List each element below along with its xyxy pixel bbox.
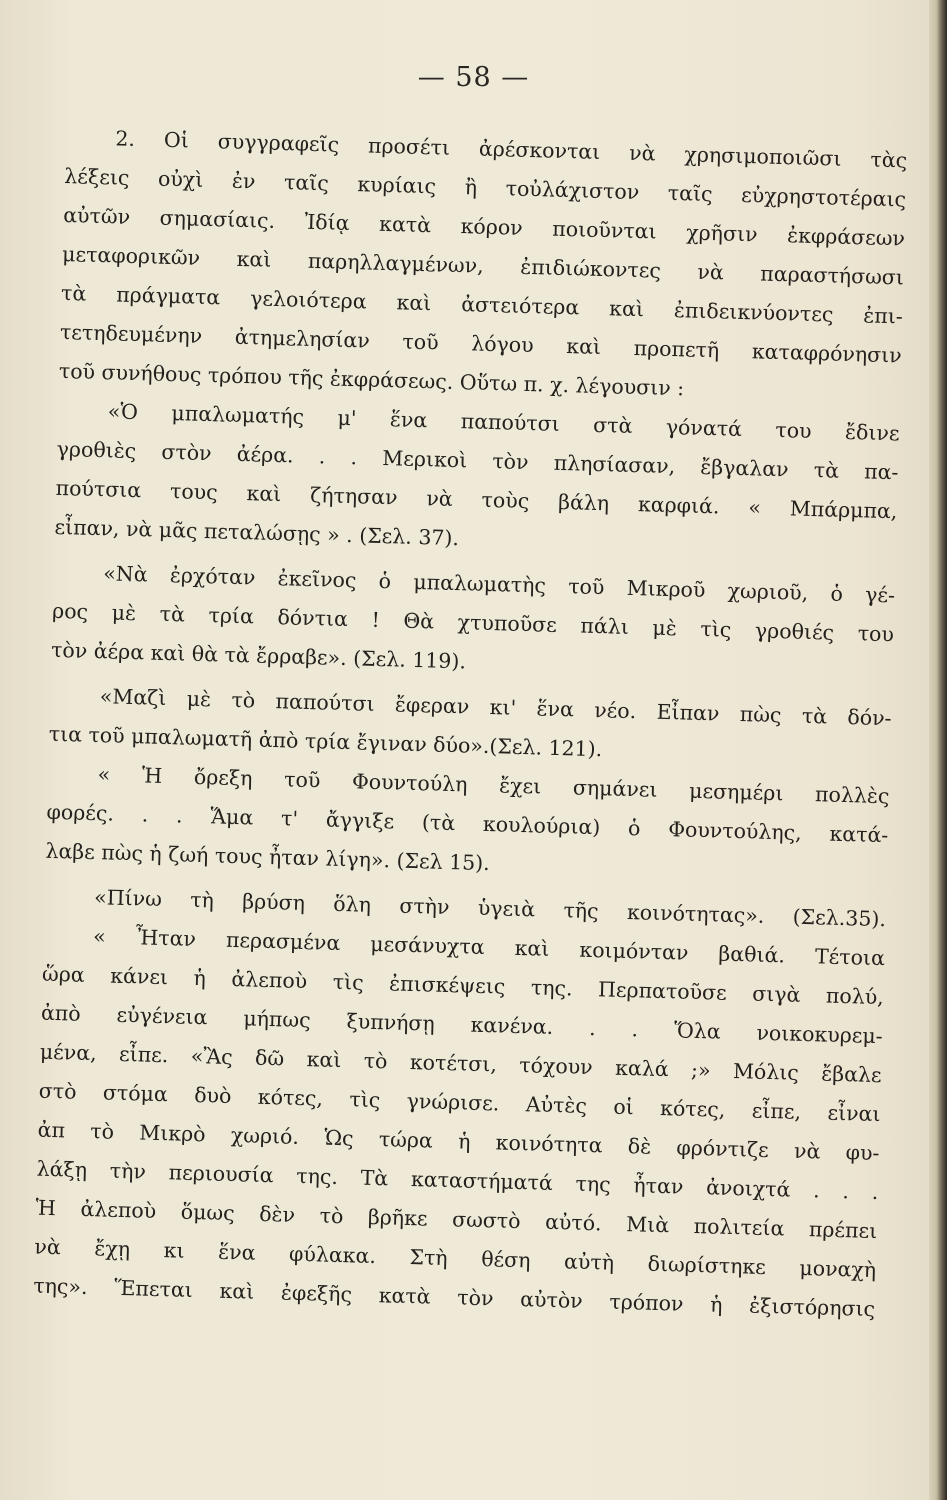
text-line: «Ὁ μπαλωματής μ' ἕνα παπούτσι στὰ γόνατά του ἔδινε [107, 399, 900, 446]
text-line: τοῦ συνήθους τρόπου τῆς ἐκφράσεως. Οὕτω π. χ. λέγουσιν : [58, 358, 685, 401]
page-number: — 58 — [417, 62, 530, 93]
text-line: «Νὰ ἐρχόταν ἐκεῖνος ὁ μπαλωματὴς τοῦ Μικροῦ χωριοῦ, ὁ γέ- [102, 561, 896, 608]
text-line: ρος μὲ τὰ τρία δόντια ! Θὰ χτυποῦσε πάλι μὲ τὶς γροθιές του [51, 598, 895, 647]
text-line: λέξεις οὐχὶ ἐν ταῖς κυρίαις ἢ τοὐλάχιστον ταῖς εὐχρηστοτέραις [64, 163, 907, 212]
text-line: αὐτῶν σημασίαις. Ἰδίᾳ κατὰ κόρον ποιοῦνται χρῆσιν ἐκφράσεων [62, 202, 906, 251]
text-line: 2. Οἱ συγγραφεῖς προσέτι ἀρέσκονται νὰ χρησιμοποιῶσι τὰς [115, 126, 908, 173]
text-line: « Ἡ ὄρεξη τοῦ Φουντούλη ἔχει σημάνει μεσημέρι πολλὲς [97, 762, 890, 809]
text-line: «Μαζὶ μὲ τὸ παπούτσι ἔφεραν κι' ἕνα νέο. Εἶπαν πὼς τὰ δόν- [99, 684, 892, 731]
text-line: τια τοῦ μπαλωματῆ ἀπὸ τρία ἔγιναν δύο».(Σελ. 121). [48, 721, 603, 762]
text-line: τὸν ἀέρα καὶ θὰ τὰ ἔρραβε». (Σελ. 119). [50, 637, 467, 674]
binding-edge [929, 0, 947, 1500]
text-line: λαβε πὼς ἡ ζωή τους ἦταν λίγη». (Σελ 15). [45, 838, 491, 876]
text-line: μεταφορικῶν καὶ παρηλλαγμένων, ἐπιδιώκοντες νὰ παραστήσωσι [61, 241, 905, 290]
text-line: στὸ στόμα δυὸ κότες, τὶς γνώρισε. Αὐτὲς οἱ κότες, εἶπε, εἶναι [38, 1078, 881, 1127]
text-line: της». Ἕπεται καὶ ἐφεξῆς κατὰ τὸν αὐτὸν τρόπον ἡ ἐξιστόρησις [33, 1273, 876, 1322]
text-line: « Ἦταν περασμένα μεσάνυχτα καὶ κοιμόνταν βαθιά. Τέτοια [92, 924, 886, 971]
text-line: εἶπαν, νὰ μᾶς πεταλώσῃς » . (Σελ. 37). [54, 514, 460, 551]
text-line: τὰ πράγματα γελοιότερα καὶ ἀστειότερα καὶ ἐπιδεικνύοντες ἐπι- [60, 280, 904, 329]
text-line: νὰ ἔχῃ κι ἕνα φύλακα. Στὴ θέση αὐτὴ διωρίστηκε μοναχὴ [34, 1234, 877, 1283]
text-line: λάξῃ τὴν περιουσία της. Τὰ καταστήματά της ἦταν ἀνοιχτά . . . [36, 1156, 879, 1205]
text-line: πούτσια τους καὶ ζήτησαν νὰ τοὺς βάλη καρφιά. « Μπάρμπα, [55, 475, 898, 524]
body-text [33, 118, 908, 1329]
text-line: ἀπὸ εὐγένεια μήπως ξυπνήσῃ κανένα. . . Ὅλα νοικοκυρεμ- [40, 1000, 884, 1049]
text-line: ὥρα κάνει ἡ ἀλεποὺ τὶς ἐπισκέψεις της. Περπατοῦσε σιγὰ πολύ, [41, 961, 885, 1010]
text-line: μένα, εἶπε. «Ἂς δῶ καὶ τὸ κοτέτσι, τόχουν καλά ;» Μόλις ἔβαλε [39, 1039, 882, 1088]
text-line: γροθιὲς στὸν ἀέρα. . . Μερικοὶ τὸν πλησίασαν, ἔβγαλαν τὰ πα- [56, 436, 899, 485]
text-line: «Πίνω τὴ βρύση ὅλη στὴν ὑγειὰ τῆς κοινότητας». (Σελ.35). [93, 885, 887, 932]
text-line: ἀπ τὸ Μικρὸ χωριό. Ὡς τώρα ἡ κοινότητα δὲ φρόντιζε νὰ φυ- [37, 1117, 880, 1166]
text-line: φορές. . . Ἅμα τ' ἄγγιξε (τὰ κουλούρια) ὁ Φουντούλης, κατά- [46, 799, 889, 848]
text-line: Ἡ ἀλεποὺ ὅμως δὲν τὸ βρῆκε σωστὸ αὐτό. Μιὰ πολιτεία πρέπει [35, 1195, 878, 1244]
text-line: τετηδευμένην ἀτημελησίαν τοῦ λόγου καὶ προπετῆ καταφρόνησιν [59, 319, 903, 368]
